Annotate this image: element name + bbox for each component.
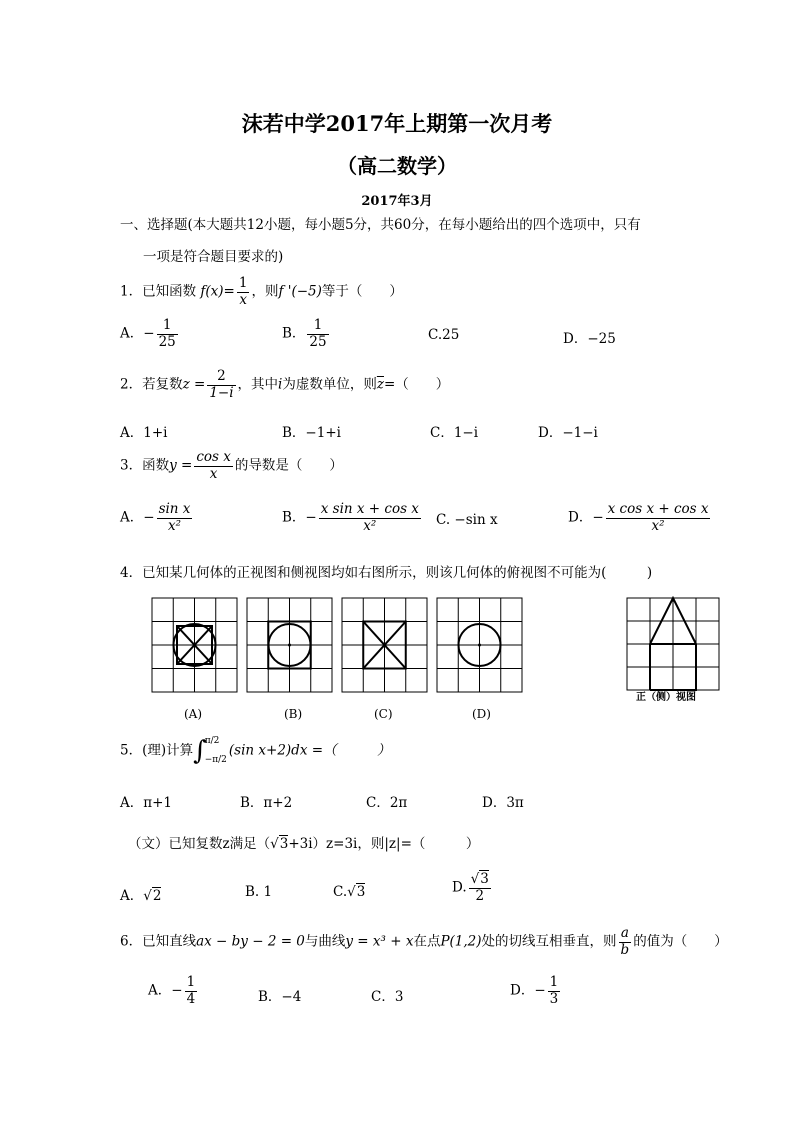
figure-b	[247, 598, 332, 692]
caption-side-view: 正（侧）视图	[636, 692, 696, 703]
q6-option-c: C．3	[371, 989, 404, 1005]
caption-c: (C)	[374, 707, 393, 721]
exam-title: 沫若中学2017年上期第一次月考	[241, 111, 553, 136]
q5-wen-option-c: C.√3	[333, 884, 366, 900]
q1-option-b: B． $\frac{1}{25}$	[282, 317, 327, 350]
q1-option-d: D．−25	[563, 331, 616, 347]
q5-wen-option-d: D. $\frac{√3}{2}$	[452, 871, 489, 904]
figure-c	[342, 598, 427, 692]
caption-d: (D)	[472, 707, 491, 721]
question-6: 6．已知直线ax − by − 2 = 0与曲线y = x³ + x在点P(1,2)处的切线互相垂直，则 $\frac{a}{b}$ 的值为（ ）	[120, 925, 728, 958]
q2-option-a: A．1+i	[120, 425, 168, 441]
figure-side-view	[627, 598, 719, 690]
question-1: 1．已知函数 f(x)= $\frac{1}{x}$ ，则f '(−5)等于（ ）	[120, 275, 403, 308]
q5-wen-option-a: A．√2	[120, 888, 162, 904]
exam-date: 2017年3月	[361, 194, 433, 209]
q5-option-d: D．3π	[482, 795, 524, 811]
question-4: 4．已知某几何体的正视图和侧视图均如右图所示，则该几何体的俯视图不可能为( )	[120, 565, 653, 581]
question-5: 5．(理)计算∫ π/2 −π/2 (sin x+2)dx =（ ）	[120, 735, 391, 766]
q2-option-b: B．−1+i	[282, 425, 341, 441]
q3-option-d: D．− $\frac{\text{x cos x + cos x}}{\text{x²}}$	[568, 501, 709, 534]
q2-option-c: C．1−i	[430, 425, 479, 441]
section-heading-cont: 一项是符合题目要求的)	[143, 249, 284, 265]
q1-option-a: A．− $\frac{1}{25}$	[120, 317, 176, 350]
caption-a: (A)	[184, 707, 203, 721]
exam-subtitle: （高二数学）	[337, 154, 457, 178]
q2-option-d: D．−1−i	[538, 425, 598, 441]
question-2: 2．若复数z = $\frac{2}{1-i}$ ，其中i为虚数单位，则$\overline{z}=$（ ）	[120, 368, 450, 401]
q1-option-c: C.25	[428, 327, 460, 343]
q5-wen-option-b: B. 1	[245, 884, 273, 900]
q5-option-a: A．π+1	[120, 795, 173, 811]
section-heading: 一、选择题(本大题共12小题，每小题5分，共60分，在每小题给出的四个选项中，只有	[120, 217, 641, 233]
q5-option-c: C．2π	[366, 795, 408, 811]
figure-d	[437, 598, 522, 692]
q3-option-a: A．− $\frac{\text{sin x}}{\text{x²}}$	[120, 501, 191, 534]
q6-option-d: D．− $\frac{1}{3}$	[510, 974, 559, 1007]
q5-option-b: B．π+2	[240, 795, 293, 811]
q6-option-b: B．−4	[258, 989, 302, 1005]
figure-a	[152, 598, 237, 692]
q6-option-a: A．− $\frac{1}{4}$	[148, 974, 196, 1007]
question-5-wen: （文）已知复数z满足（√3+3i）z=3i，则|z|=（ ）	[128, 836, 480, 852]
caption-b: (B)	[284, 707, 303, 721]
question-3: 3．函数y = $\frac{\text{cos x}}{x}$ 的导数是（ ）	[120, 449, 343, 482]
q4-figures	[150, 596, 730, 698]
q3-option-c: C. −sin x	[436, 512, 498, 528]
q3-option-b: B．− $\frac{\text{x sin x + cos x}}{\text{x²}}$	[282, 501, 419, 534]
